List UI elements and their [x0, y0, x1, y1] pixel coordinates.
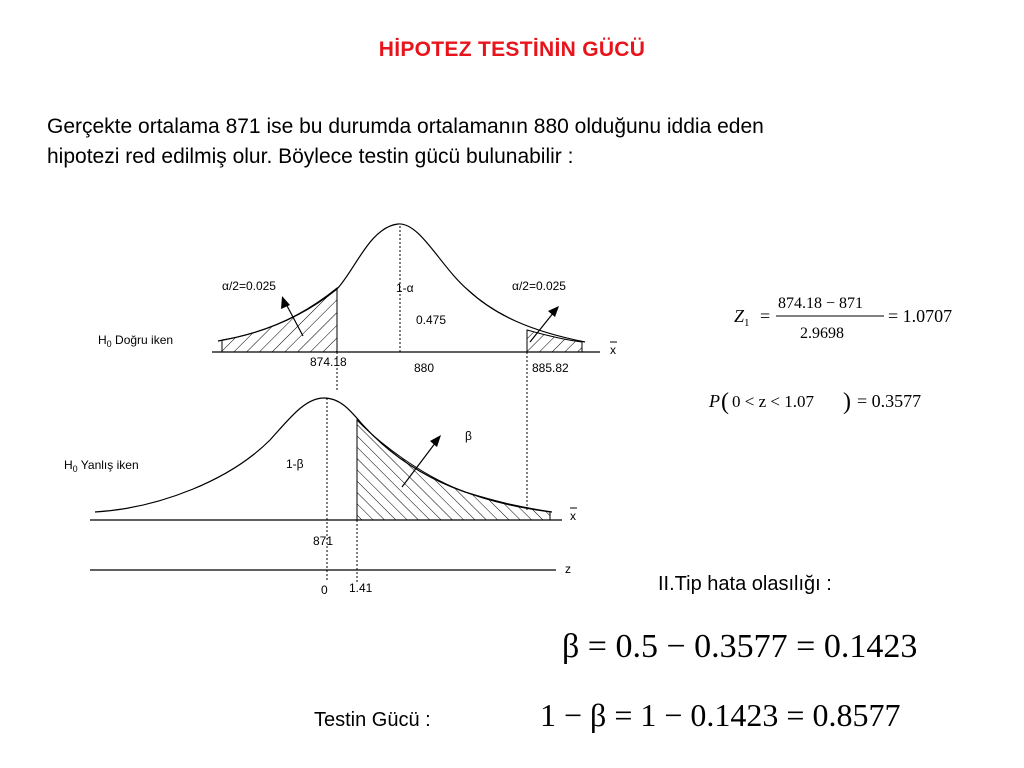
h0-false-label — [64, 458, 139, 474]
h0-true-label — [98, 333, 173, 349]
upper-x-axis-label: x — [610, 343, 616, 357]
power-equation: 1 − β = 1 − 0.1423 = 0.8577 — [540, 697, 901, 733]
z-denominator: 2.9698 — [800, 325, 844, 342]
z-axis-label: z — [565, 562, 571, 576]
h0-false-h: H — [64, 458, 73, 472]
p-result: = 0.3577 — [857, 391, 922, 411]
h0-false-text: Yanlış iken — [77, 458, 139, 472]
probability-equation — [705, 385, 955, 421]
beta-equation: β = 0.5 − 0.3577 = 0.1423 — [562, 628, 918, 665]
alpha-left-label: α/2=0.025 — [222, 279, 276, 293]
intro-line-1: Gerçekte ortalama 871 ise bu durumda ortalamanın 880 olduğunu iddia eden — [47, 115, 764, 138]
h0-false-sub: 0 — [72, 464, 78, 474]
lower-x-axis-label: x — [570, 509, 576, 523]
z-subscript: 1 — [744, 317, 750, 329]
mu0-label: 880 — [414, 361, 435, 375]
z-numerator: 874.18 − 871 — [778, 295, 864, 312]
z-equals: = — [760, 306, 771, 326]
z-result: = 1.0707 — [888, 306, 953, 326]
lower-normal-curve — [95, 398, 552, 512]
z0-label: 0 — [321, 583, 328, 597]
alpha-right-arrowhead — [548, 306, 559, 317]
beta-arrowhead — [430, 435, 441, 447]
test-power-label: Testin Gücü : — [314, 709, 431, 731]
p-right-paren: ) — [843, 389, 851, 415]
h0-true-text: Doğru iken — [111, 333, 174, 347]
beta-label: β — [465, 429, 472, 443]
p-symbol: P — [709, 391, 720, 411]
z1-label: 1.41 — [349, 581, 373, 595]
one-minus-alpha-label: 1-α — [396, 281, 414, 295]
h0-true-sub: 0 — [106, 339, 112, 349]
one-minus-beta-label: 1-β — [286, 457, 304, 471]
z-symbol: Z — [734, 306, 745, 326]
p-left-paren: ( — [721, 389, 729, 415]
intro-line-2: hipotezi red edilmiş olur. Böylece testin gücü bulunabilir : — [47, 145, 574, 168]
page-title: HİPOTEZ TESTİNİN GÜCÜ — [378, 38, 646, 61]
upper-right-tail-area — [527, 330, 582, 352]
crit-low-label: 874.18 — [310, 355, 347, 369]
upper-left-tail-area — [222, 288, 337, 352]
z-equation — [728, 290, 978, 350]
alpha-right-label: α/2=0.025 — [512, 279, 566, 293]
lower-beta-area — [357, 420, 550, 520]
half-area-label: 0.475 — [416, 313, 447, 327]
alpha-left-arrowhead — [281, 296, 290, 309]
p-inner: 0 < z < 1.07 — [732, 392, 814, 411]
crit-high-label: 885.82 — [532, 361, 569, 375]
h0-true-h: H — [98, 333, 107, 347]
mu1-label: 871 — [313, 534, 334, 548]
type2-error-label: II.Tip hata olasılığı : — [658, 573, 832, 595]
z-lhs — [734, 306, 750, 329]
